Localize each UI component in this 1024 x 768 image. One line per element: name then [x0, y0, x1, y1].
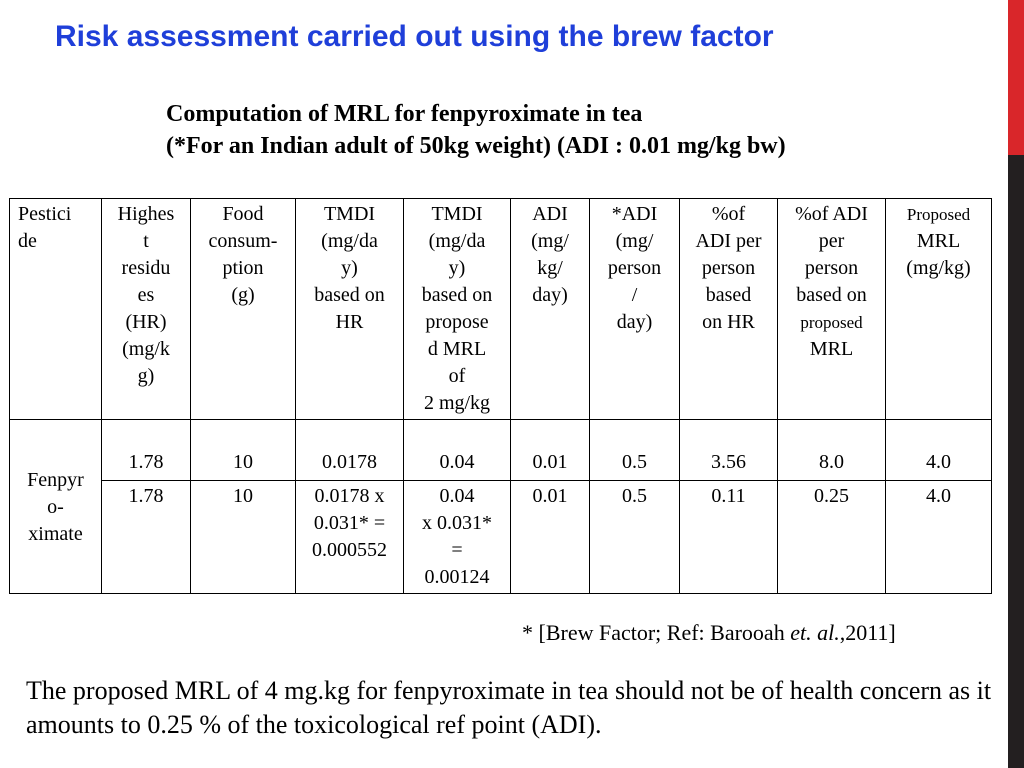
table-cell: 8.0	[778, 420, 886, 481]
brew-factor-footnote	[522, 620, 896, 646]
header-proposed-mrl-proposed: Proposed	[906, 205, 971, 224]
table-cell: 0.0178	[296, 420, 404, 481]
header-adi-person: *ADI (mg/ person / day)	[590, 199, 680, 420]
footnote-prefix: * [Brew Factor; Ref: Barooah	[522, 620, 791, 645]
table-cell: 0.01	[511, 481, 590, 594]
table-cell: 0.11	[680, 481, 778, 594]
footnote-suffix: ,2011]	[839, 620, 896, 645]
header-pct-adi-mrl	[778, 199, 886, 420]
conclusion-text: The proposed MRL of 4 mg.kg for fenpyroximate in tea should not be of health concern as it amounts to 0.25 % of the toxicological ref point (ADI).	[26, 676, 992, 739]
table-cell: 0.01	[511, 420, 590, 481]
table-cell: 10	[191, 420, 296, 481]
table-cell: 4.0	[886, 420, 992, 481]
header-proposed-mrl	[886, 199, 992, 420]
table-row	[10, 420, 992, 481]
header-row	[10, 199, 992, 420]
header-pesticide: Pestici de	[10, 199, 102, 420]
table-cell: 0.04 x 0.031* = 0.00124	[404, 481, 511, 594]
right-accent-bar-red	[1008, 0, 1024, 155]
slide-title: Risk assessment carried out using the brew factor	[55, 20, 774, 53]
table-cell: 1.78	[102, 481, 191, 594]
header-proposed-mrl-unit: MRL (mg/kg)	[906, 230, 971, 279]
table-cell: 3.56	[680, 420, 778, 481]
header-pct-adi-hr: %of ADI per person based on HR	[680, 199, 778, 420]
header-pct-adi-mrl-mrl: MRL	[809, 338, 854, 360]
header-pct-adi-mrl-proposed: proposed	[800, 313, 863, 332]
table-cell: 0.5	[590, 481, 680, 594]
subtitle-line-1: Computation of MRL for fenpyroximate in tea	[166, 101, 643, 127]
footnote-italic: et. al.	[790, 620, 840, 645]
table-cell: 4.0	[886, 481, 992, 594]
subtitle-line-2: (*For an Indian adult of 50kg weight) (ADI : 0.01 mg/kg bw)	[166, 133, 786, 159]
header-food-consumption: Food consum- ption (g)	[191, 199, 296, 420]
table-subtitle	[166, 98, 786, 162]
header-highest-residues: Highes t residu es (HR) (mg/k g)	[102, 199, 191, 420]
right-accent-bar-dark	[1008, 155, 1024, 768]
header-adi: ADI (mg/ kg/ day)	[511, 199, 590, 420]
header-tmdi-hr: TMDI (mg/da y) based on HR	[296, 199, 404, 420]
table-cell: 1.78	[102, 420, 191, 481]
table-cell: 0.25	[778, 481, 886, 594]
table-cell: 10	[191, 481, 296, 594]
pesticide-name: Fenpyr o- ximate	[10, 420, 102, 594]
table-cell: 0.5	[590, 420, 680, 481]
header-tmdi-mrl: TMDI (mg/da y) based on propose d MRL of 2 mg/kg	[404, 199, 511, 420]
header-pct-adi-mrl-text: %of ADI per person based on	[795, 203, 868, 306]
table-cell: 0.04	[404, 420, 511, 481]
mrl-table	[9, 198, 992, 594]
table-row	[10, 481, 992, 594]
table-cell: 0.0178 x 0.031* = 0.000552	[296, 481, 404, 594]
